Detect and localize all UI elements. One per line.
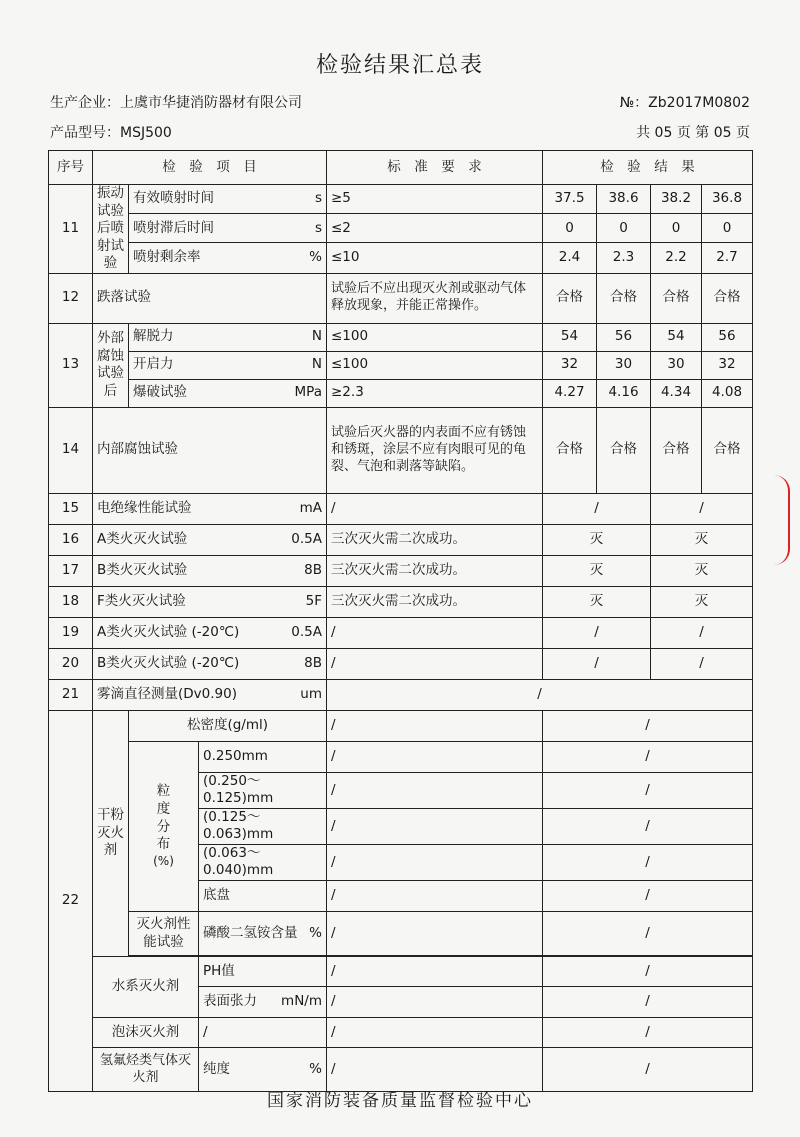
- result: /: [543, 808, 753, 844]
- standard: /: [327, 1018, 543, 1048]
- item-unit: 8B: [304, 561, 322, 578]
- standard: 三次灭火需二次成功。: [327, 555, 543, 586]
- item-unit: %: [309, 924, 322, 941]
- result: 合格: [651, 273, 702, 323]
- manufacturer: 生产企业：上虞市华捷消防器材有限公司: [50, 95, 302, 111]
- table-row: [49, 185, 753, 214]
- result: 0: [702, 214, 753, 243]
- table-row: [49, 912, 753, 956]
- item-unit: mN/m: [281, 993, 322, 1010]
- header-result: 检 验 结 果: [543, 151, 753, 185]
- item-name: 内部腐蚀试验: [93, 407, 327, 493]
- row-number: 15: [49, 493, 93, 524]
- result: 56: [702, 323, 753, 351]
- result: /: [651, 493, 753, 524]
- table-row: [49, 493, 753, 524]
- table-row: [49, 243, 753, 273]
- page-title: 检验结果汇总表: [315, 53, 484, 78]
- table-row: [49, 957, 753, 987]
- result: 4.08: [702, 379, 753, 407]
- standard: /: [327, 493, 543, 524]
- standard: 试验后不应出现灭火剂或驱动气体释放现象，并能正常操作。: [327, 273, 543, 323]
- row-number: 21: [49, 679, 93, 710]
- result: 合格: [651, 407, 702, 493]
- standard: /: [327, 1048, 543, 1092]
- item-unit: MPa: [294, 384, 322, 401]
- standard: /: [327, 617, 543, 648]
- standard: 三次灭火需二次成功。: [327, 524, 543, 555]
- item-name: F类火灭火试验: [97, 592, 186, 609]
- item-name: 有效喷射时间: [133, 190, 214, 207]
- result: 合格: [702, 273, 753, 323]
- item-name: 喷射剩余率: [133, 249, 201, 266]
- result: 合格: [543, 407, 597, 493]
- table-row: [49, 351, 753, 379]
- result: 32: [702, 351, 753, 379]
- issuing-organization: 国家消防装备质量监督检验中心: [267, 1091, 533, 1111]
- table-row: [49, 617, 753, 648]
- result: 32: [543, 351, 597, 379]
- result: 灭: [543, 586, 651, 617]
- item-unit: 0.5A: [291, 623, 322, 640]
- table-row: [49, 323, 753, 351]
- group-label: 水系灭火剂: [93, 957, 199, 1018]
- result: /: [543, 648, 651, 679]
- standard: /: [327, 987, 543, 1018]
- result: /: [543, 772, 753, 808]
- item-unit: 5F: [305, 592, 322, 609]
- item-name: 底盘: [199, 881, 327, 912]
- result: 30: [597, 351, 651, 379]
- header-item: 检 验 项 目: [93, 151, 327, 185]
- standard: 三次灭火需二次成功。: [327, 586, 543, 617]
- result: /: [543, 881, 753, 912]
- item-name: A类火灭火试验 (-20℃): [97, 623, 240, 640]
- standard: /: [327, 648, 543, 679]
- result: 38.6: [597, 185, 651, 214]
- row-number: 18: [49, 586, 93, 617]
- result: 4.27: [543, 379, 597, 407]
- result: 54: [651, 323, 702, 351]
- item-name: 松密度(g/ml): [129, 710, 327, 741]
- result: 37.5: [543, 185, 597, 214]
- row-number: 13: [49, 323, 93, 407]
- table-row: [49, 379, 753, 407]
- standard: /: [327, 741, 543, 772]
- item-unit: N: [311, 328, 322, 345]
- standard: /: [327, 957, 543, 987]
- result: /: [543, 987, 753, 1018]
- result: 0: [597, 214, 651, 243]
- item-name: A类火灭火试验: [97, 530, 188, 547]
- item-unit: s: [314, 190, 322, 207]
- page-count: 共 05 页 第 05 页: [636, 125, 750, 141]
- report-number: №：Zb2017M0802: [619, 95, 750, 111]
- result: /: [543, 1018, 753, 1048]
- standard: 试验后灭火器的内表面不应有锈蚀和锈斑，涂层不应有肉眼可见的龟裂、气泡和剥落等缺陷。: [327, 407, 543, 493]
- row-number: 12: [49, 273, 93, 323]
- header-no: 序号: [49, 151, 93, 185]
- table-header: [49, 151, 753, 185]
- result: 54: [543, 323, 597, 351]
- table-row: [49, 214, 753, 243]
- result: /: [651, 648, 753, 679]
- item-name: (0.063～0.040)mm: [199, 844, 327, 880]
- standard: ≤100: [327, 351, 543, 379]
- item-name: 开启力: [133, 356, 174, 373]
- standard: ≥2.3: [327, 379, 543, 407]
- standard: ≤2: [327, 214, 543, 243]
- item-name: 雾滴直径测量(Dv0.90): [97, 685, 237, 702]
- result: 灭: [651, 524, 753, 555]
- group-label: 外部腐蚀试验后: [93, 323, 129, 407]
- item-name: 纯度: [203, 1060, 230, 1077]
- group-label: 泡沫灭火剂: [93, 1018, 199, 1048]
- result: 合格: [543, 273, 597, 323]
- item-name: PH值: [199, 957, 327, 987]
- result: 38.2: [651, 185, 702, 214]
- result: /: [327, 679, 753, 710]
- result: 36.8: [702, 185, 753, 214]
- result: /: [543, 1048, 753, 1092]
- item-name: 跌落试验: [93, 273, 327, 323]
- table-row: [49, 741, 753, 772]
- table-row: [49, 586, 753, 617]
- standard: ≤100: [327, 323, 543, 351]
- result: 灭: [543, 524, 651, 555]
- row-number: 19: [49, 617, 93, 648]
- result: 0: [651, 214, 702, 243]
- item-unit: um: [300, 685, 322, 702]
- result: /: [543, 493, 651, 524]
- row-number: 22: [49, 710, 93, 1091]
- group-label: 灭火剂性能试验: [129, 912, 199, 956]
- standard: ≤10: [327, 243, 543, 273]
- table-row: [49, 648, 753, 679]
- item-unit: %: [309, 1060, 322, 1077]
- result: 4.16: [597, 379, 651, 407]
- result: 56: [597, 323, 651, 351]
- standard: ≥5: [327, 185, 543, 214]
- result: /: [543, 741, 753, 772]
- item-name: B类火灭火试验: [97, 561, 188, 578]
- group-label: 干粉灭火剂: [93, 710, 129, 956]
- item-name: B类火灭火试验 (-20℃): [97, 654, 240, 671]
- result: 2.2: [651, 243, 702, 273]
- result: 灭: [651, 586, 753, 617]
- table-row: [49, 524, 753, 555]
- result: /: [543, 957, 753, 987]
- result: 2.7: [702, 243, 753, 273]
- table-row: [49, 273, 753, 323]
- row-number: 17: [49, 555, 93, 586]
- item-unit: 0.5A: [291, 530, 322, 547]
- red-stamp-mark: [774, 475, 790, 565]
- item-name: (0.125～0.063)mm: [199, 808, 327, 844]
- header-standard: 标 准 要 求: [327, 151, 543, 185]
- result: /: [651, 617, 753, 648]
- item-name: 0.250mm: [199, 741, 327, 772]
- table-row: [49, 679, 753, 710]
- item-name: /: [199, 1018, 327, 1048]
- standard: /: [327, 808, 543, 844]
- result: 灭: [543, 555, 651, 586]
- item-name: 磷酸二氢铵含量: [203, 924, 298, 941]
- psd-unit: (%): [153, 853, 174, 868]
- row-number: 14: [49, 407, 93, 493]
- result: 0: [543, 214, 597, 243]
- psd-label: 粒度分布: [156, 783, 171, 853]
- group-label: [129, 741, 199, 911]
- row-number: 11: [49, 185, 93, 274]
- result: /: [543, 710, 753, 741]
- result: 合格: [597, 407, 651, 493]
- table-row: [49, 407, 753, 493]
- result: 合格: [597, 273, 651, 323]
- item-unit: s: [314, 219, 322, 236]
- standard: /: [327, 912, 543, 956]
- result: 2.4: [543, 243, 597, 273]
- item-name: 解脱力: [133, 328, 174, 345]
- group-label: 氢氟烃类气体灭火剂: [93, 1048, 199, 1092]
- item-unit: 8B: [304, 654, 322, 671]
- group-label: 振动试验后喷射试验: [93, 185, 129, 274]
- result: 4.34: [651, 379, 702, 407]
- result: 灭: [651, 555, 753, 586]
- item-name: (0.250～0.125)mm: [199, 772, 327, 808]
- results-table: [48, 150, 753, 1092]
- item-name: 表面张力: [203, 993, 257, 1010]
- standard: /: [327, 844, 543, 880]
- row-number: 16: [49, 524, 93, 555]
- result: 合格: [702, 407, 753, 493]
- table-row: [49, 710, 753, 741]
- table-row: [49, 1018, 753, 1048]
- item-unit: %: [309, 249, 322, 266]
- result: 30: [651, 351, 702, 379]
- product-model: 产品型号：MSJ500: [50, 125, 172, 141]
- row-number: 20: [49, 648, 93, 679]
- standard: /: [327, 710, 543, 741]
- table-row: [49, 1048, 753, 1092]
- result: 2.3: [597, 243, 651, 273]
- table-row: [49, 555, 753, 586]
- result: /: [543, 617, 651, 648]
- item-name: 喷射滞后时间: [133, 219, 214, 236]
- result: /: [543, 912, 753, 956]
- item-unit: mA: [299, 499, 322, 516]
- item-unit: N: [311, 356, 322, 373]
- item-name: 电绝缘性能试验: [97, 499, 192, 516]
- item-name: 爆破试验: [133, 384, 187, 401]
- standard: /: [327, 881, 543, 912]
- standard: /: [327, 772, 543, 808]
- result: /: [543, 844, 753, 880]
